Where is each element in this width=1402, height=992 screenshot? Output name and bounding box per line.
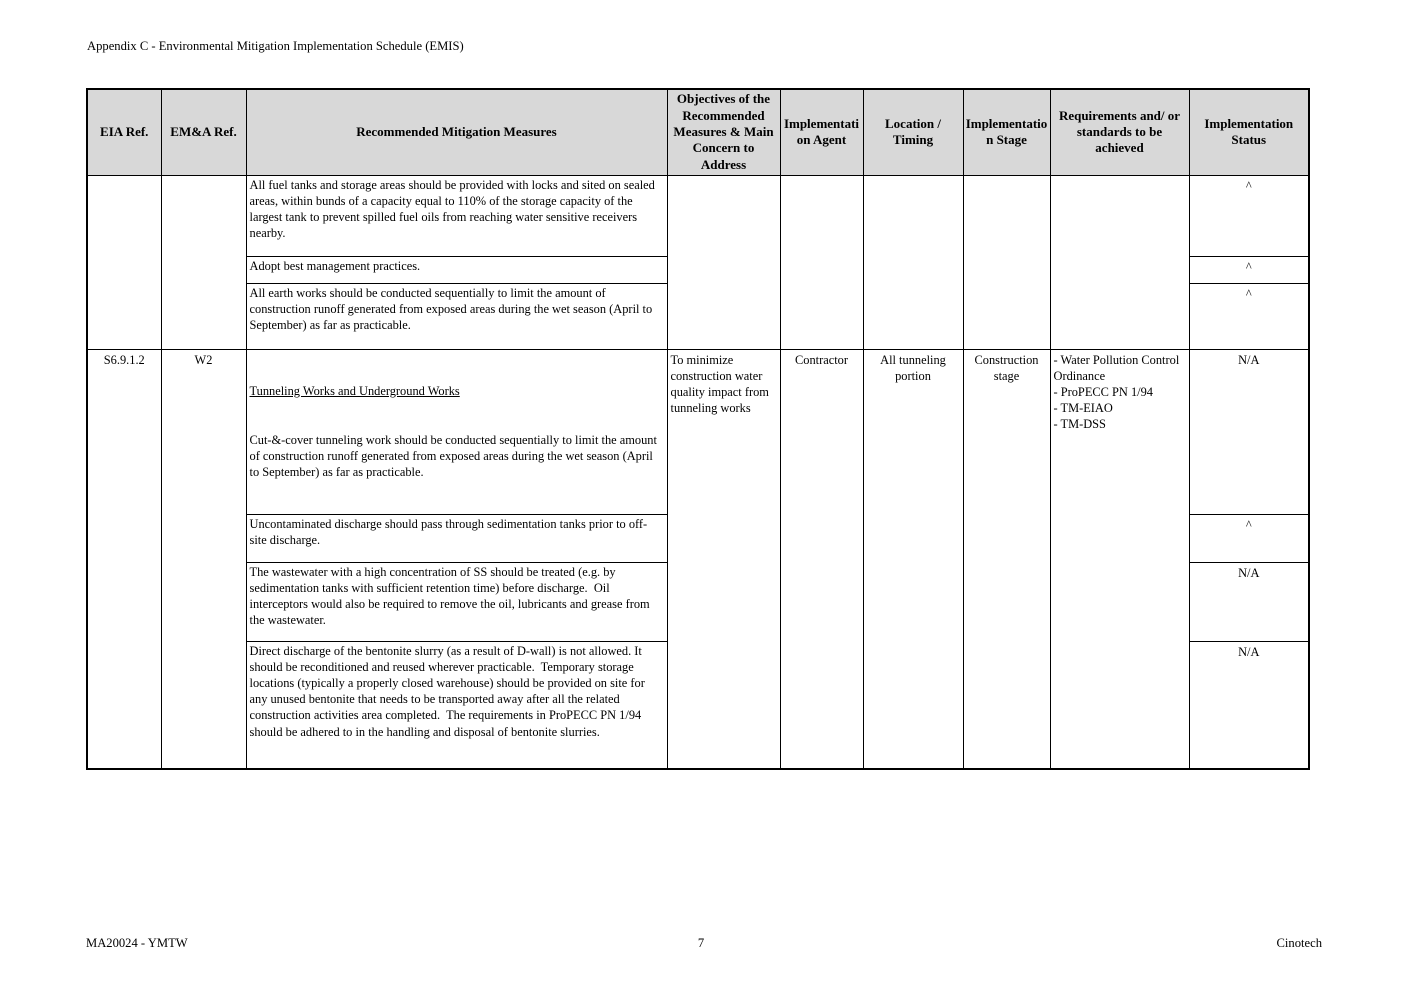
requirement-item: - ProPECC PN 1/94: [1053, 384, 1153, 399]
cell-requirements: [1050, 349, 1189, 769]
cell-measure: Uncontaminated discharge should pass through sedimentation tanks prior to off-site discharge.: [246, 514, 667, 562]
cell-status: N/A: [1189, 641, 1309, 769]
cell-eia-ref: [87, 175, 161, 349]
cell-stage: Construction stage: [963, 349, 1050, 769]
cell-measure: All fuel tanks and storage areas should be provided with locks and sited on sealed areas, within bunds of a capacity equal to 110% of the storage capacity of the largest tank to prevent spilled fuel oils from reaching water sensitive receivers nearby.: [246, 175, 667, 256]
cell-status: N/A: [1189, 562, 1309, 641]
header-objectives: Objectives of the Recommended Measures & Main Concern to Address: [667, 89, 780, 175]
cell-status: ^: [1189, 256, 1309, 283]
cell-ema-ref: W2: [161, 349, 246, 769]
cell-location: All tunneling portion: [863, 349, 963, 769]
measure-heading: Tunneling Works and Underground Works: [249, 383, 460, 398]
header-eia-ref: EIA Ref.: [87, 89, 161, 175]
requirement-item: - TM-EIAO: [1053, 401, 1113, 416]
header-stage: Implementation Stage: [963, 89, 1050, 175]
footer-project-code: MA20024 - YMTW: [86, 936, 188, 950]
cell-measure: All earth works should be conducted sequentially to limit the amount of construction runoff generated from exposed areas during the wet season (April to September) as far as practicable.: [246, 283, 667, 349]
table-header-row: [87, 89, 1309, 175]
table-row: [87, 349, 1309, 514]
header-location-timing: Location / Timing: [863, 89, 963, 175]
page-title: Appendix C - Environmental Mitigation Implementation Schedule (EMIS): [87, 39, 464, 53]
cell-requirements: [1050, 175, 1189, 349]
cell-agent: Contractor: [780, 349, 863, 769]
measure-text: Cut-&-cover tunneling work should be conducted sequentially to limit the amount of construction runoff generated from exposed areas during the wet season (April to September) as far as practicable.: [249, 432, 661, 479]
header-agent: Implementation Agent: [780, 89, 863, 175]
cell-status: ^: [1189, 283, 1309, 349]
emis-table: [86, 88, 1310, 770]
header-measures: Recommended Mitigation Measures: [246, 89, 667, 175]
footer-company: Cinotech: [1276, 936, 1322, 950]
cell-measure: Direct discharge of the bentonite slurry (as a result of D-wall) is not allowed. It should be reconditioned and reused wherever practicable. Temporary storage locations (typically a properly closed warehouse) should be provided on site for any unused bentonite that needs to be transported away after all the related construction activities area completed. The requirements in ProPECC PN 1/94 should be adhered to in the handling and disposal of bentonite slurries.: [246, 641, 667, 769]
cell-measure: The wastewater with a high concentration of SS should be treated (e.g. by sedimentation tanks with sufficient retention time) before discharge. Oil interceptors would also be required to remove the oil, lubricants and grease from the wastewater.: [246, 562, 667, 641]
cell-stage: [963, 175, 1050, 349]
cell-objectives: To minimize construction water quality impact from tunneling works: [667, 349, 780, 769]
cell-measure: [246, 349, 667, 514]
cell-measure: Adopt best management practices.: [246, 256, 667, 283]
cell-objectives: [667, 175, 780, 349]
footer-page-number: 7: [697, 936, 705, 950]
table-row: [87, 175, 1309, 256]
cell-status: ^: [1189, 514, 1309, 562]
header-requirements: Requirements and/ or standards to be achieved: [1050, 89, 1189, 175]
cell-location: [863, 175, 963, 349]
header-ema-ref: EM&A Ref.: [161, 89, 246, 175]
requirement-item: - TM-DSS: [1053, 417, 1106, 432]
cell-agent: [780, 175, 863, 349]
header-status: Implementation Status: [1189, 89, 1309, 175]
cell-status: ^: [1189, 175, 1309, 256]
requirement-item: - Water Pollution Control Ordinance: [1053, 352, 1180, 383]
cell-eia-ref: S6.9.1.2: [87, 349, 161, 769]
cell-ema-ref: [161, 175, 246, 349]
cell-status: N/A: [1189, 349, 1309, 514]
